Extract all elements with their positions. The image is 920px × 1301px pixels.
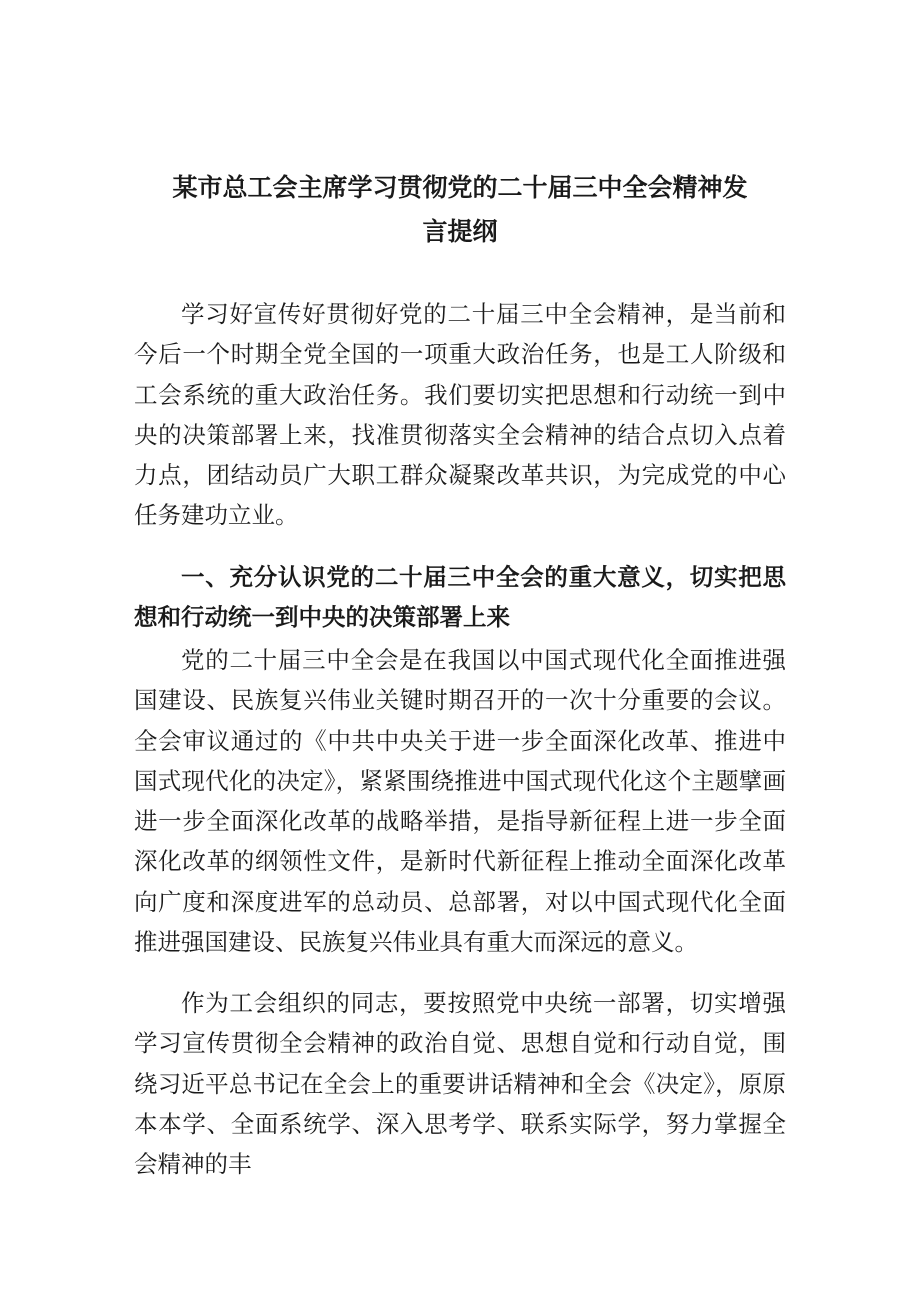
document-title-line-1: 某市总工会主席学习贯彻党的二十届三中全会精神发 (172, 173, 748, 202)
section-1-paragraph-1: 党的二十届三中全会是在我国以中国式现代化全面推进强国建设、民族复兴伟业关键时期召开的一次十分重要的会议。全会审议通过的《中共中央关于进一步全面深化改革、推进中国式现代化的决定》，紧紧围绕推进中国式现代化这个主题擘画进一步全面深化改革的战略举措，是指导新征程上进一步全面深化改革的纲领性文件，是新时代新征程上推动全面深化改革向广度和深度进军的总动员、总部署，对以中国式现代化全面推进强国建设、民族复兴伟业具有重大而深远的意义。 (134, 646, 786, 957)
intro-paragraph: 学习好宣传好贯彻好党的二十届三中全会精神，是当前和今后一个时期全党全国的一项重大政治任务，也是工人阶级和工会系统的重大政治任务。我们要切实把思想和行动统一到中央的决策部署上来，找准贯彻落实全会精神的结合点切入点着力点，团结动员广大职工群众凝聚改革共识，为完成党的中心任务建功立业。 (134, 300, 786, 530)
document-title (130, 166, 790, 254)
section-1-paragraph-2: 作为工会组织的同志，要按照党中央统一部署，切实增强学习宣传贯彻全会精神的政治自觉、思想自觉和行动自觉，围绕习近平总书记在全会上的重要讲话精神和全会《决定》，原原本本学、全面系统学、深入思考学、联系实际学，努力掌握全会精神的丰 (134, 989, 786, 1179)
section-heading-1: 一、充分认识党的二十届三中全会的重大意义，切实把思想和行动统一到中央的决策部署上来 (134, 563, 786, 632)
document-title-line-2: 言提纲 (422, 217, 498, 246)
